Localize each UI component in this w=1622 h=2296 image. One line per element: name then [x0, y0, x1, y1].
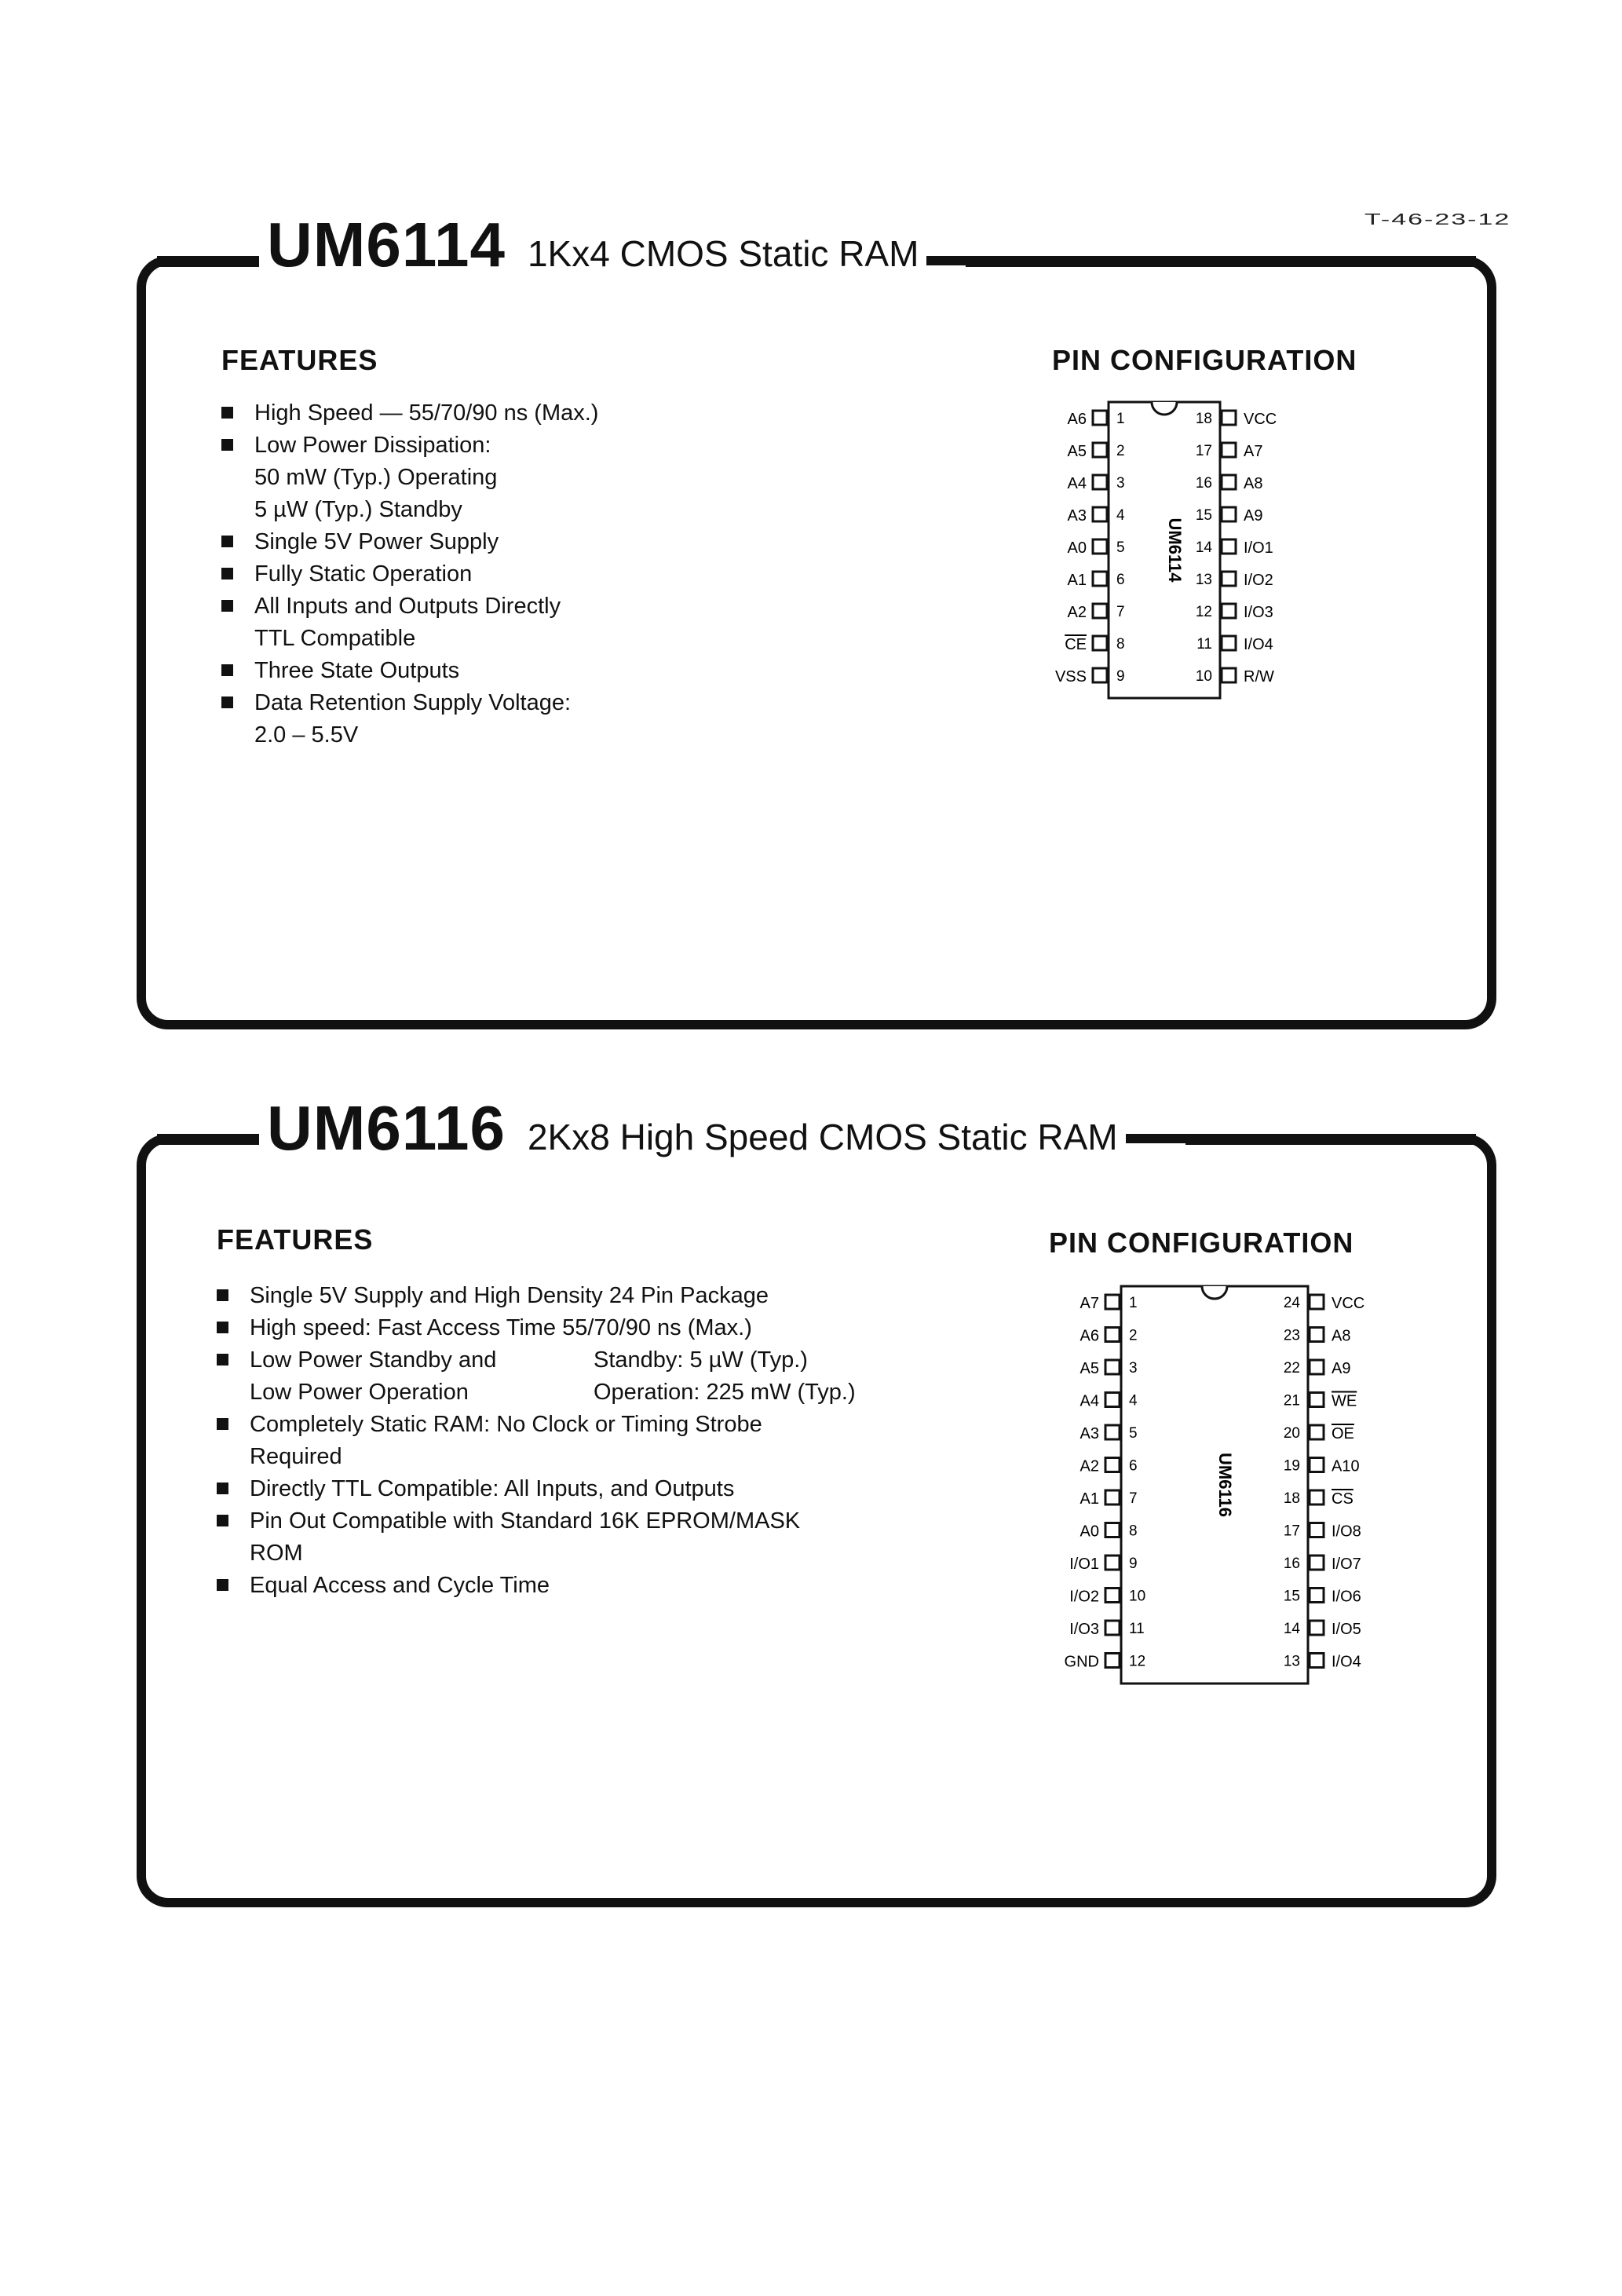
pin-number: 20 [1283, 1425, 1300, 1442]
bullet-icon [221, 407, 233, 419]
feature-text: Directly TTL Compatible: All Inputs, and Outputs [250, 1476, 735, 1501]
pin-name: R/W [1244, 668, 1274, 686]
pin-pad [1105, 1490, 1120, 1504]
pin-name: A3 [1067, 507, 1087, 525]
um6114-feature-item [221, 397, 598, 430]
feature-text: 2.0 – 5.5V [254, 722, 359, 748]
feature-text: ROM [250, 1541, 303, 1566]
feature-text: Single 5V Supply and High Density 24 Pin Package [250, 1283, 769, 1308]
um6116-feature-item [217, 1280, 856, 1312]
pin-pad [1093, 636, 1107, 650]
pin-pad [1222, 636, 1236, 650]
um6116-description: 2Kx8 High Speed CMOS Static RAM [527, 1117, 1118, 1157]
um6116-feature-item [217, 1409, 856, 1441]
um6114-feature-item [221, 462, 598, 494]
pin-pad [1105, 1328, 1120, 1342]
pin-name: A7 [1244, 443, 1263, 460]
feature-text: Data Retention Supply Voltage: [254, 690, 572, 715]
pin-name: A7 [1080, 1295, 1099, 1312]
pin-number: 2 [1129, 1327, 1138, 1344]
pin-number: 17 [1283, 1523, 1300, 1540]
um6114-features-heading: FEATURES [221, 344, 378, 376]
pin-pad [1093, 475, 1107, 489]
pin-number: 18 [1195, 411, 1212, 427]
um6116-part-number: UM6116 [267, 1093, 506, 1163]
pin-number: 12 [1129, 1653, 1146, 1670]
um6116-feature-item [217, 1473, 856, 1505]
feature-text: All Inputs and Outputs Directly [254, 594, 561, 619]
pin-name: A3 [1080, 1425, 1099, 1442]
um6114-title-rule-right [966, 256, 1476, 267]
pin-number: 22 [1283, 1360, 1300, 1377]
um6116-feature-item [217, 1344, 856, 1377]
feature-text: Single 5V Power Supply [254, 529, 499, 554]
pin-number: 16 [1283, 1556, 1300, 1572]
pin-pad [1105, 1654, 1120, 1668]
pin-pad [1310, 1523, 1324, 1537]
pin-name: I/O1 [1244, 539, 1273, 557]
bullet-icon [217, 1354, 228, 1366]
pin-pad [1222, 411, 1236, 425]
pin-number: 4 [1129, 1392, 1138, 1409]
feature-text: High speed: Fast Access Time 55/70/90 ns (Max.) [250, 1315, 752, 1340]
bullet-icon [217, 1289, 228, 1301]
pin-name: A2 [1080, 1457, 1099, 1475]
pin-pad [1105, 1393, 1120, 1407]
feature-text: Low Power Operation [250, 1380, 469, 1405]
bullet-icon [221, 568, 233, 579]
pin-pad [1310, 1328, 1324, 1342]
pin-number: 13 [1195, 572, 1212, 588]
um6114-title [259, 210, 926, 280]
pin-number: 6 [1116, 572, 1125, 588]
pin-pad [1093, 539, 1107, 554]
um6114-pin-diagram [1021, 393, 1319, 722]
pin-name: A6 [1080, 1327, 1099, 1345]
pin-pad [1310, 1295, 1324, 1309]
pin-name: A5 [1067, 443, 1087, 460]
um6116-feature-item [217, 1441, 856, 1473]
pin-number: 1 [1116, 411, 1125, 427]
pin-name: I/O4 [1244, 636, 1273, 653]
feature-text: Pin Out Compatible with Standard 16K EPROM/MASK [250, 1508, 801, 1534]
bullet-icon [221, 536, 233, 547]
bullet-icon [217, 1515, 228, 1526]
pin-name: A1 [1067, 572, 1087, 589]
um6114-features-list [221, 397, 598, 751]
pin-name: VCC [1332, 1295, 1365, 1312]
bullet-icon [217, 1579, 228, 1591]
pin-name: I/O8 [1332, 1523, 1361, 1541]
um6116-title-rule-left [157, 1134, 267, 1145]
um6114-feature-item [221, 526, 598, 558]
chip-label: UM6114 [1165, 517, 1185, 583]
pin-number: 15 [1195, 507, 1212, 524]
pin-pad [1310, 1458, 1324, 1472]
pin-pad [1222, 572, 1236, 586]
pin-number: 23 [1283, 1327, 1300, 1344]
pin-number: 9 [1116, 668, 1125, 685]
pin-name: A6 [1067, 411, 1087, 428]
um6116-feature-item [217, 1570, 856, 1602]
um6116-pin-heading: PIN CONFIGURATION [1049, 1227, 1354, 1259]
pin-number: 17 [1195, 443, 1212, 459]
pin-number: 4 [1116, 507, 1125, 524]
pin-pad [1222, 507, 1236, 521]
pin-number: 3 [1129, 1360, 1138, 1377]
pin-pad [1310, 1393, 1324, 1407]
pin-name: A8 [1244, 475, 1263, 492]
pin-name: CE [1065, 636, 1087, 653]
pin-name: A1 [1080, 1490, 1099, 1508]
pin-pad [1310, 1621, 1324, 1635]
feature-spec: Standby: 5 µW (Typ.) [594, 1347, 808, 1373]
pin-pad [1222, 443, 1236, 457]
um6116-title [259, 1093, 1126, 1163]
pin-pad [1093, 604, 1107, 618]
pin-name: I/O7 [1332, 1556, 1361, 1573]
pin-pad [1105, 1425, 1120, 1439]
pin-number: 15 [1283, 1588, 1300, 1605]
pin-pad [1310, 1360, 1324, 1374]
pin-name: A5 [1080, 1360, 1099, 1377]
feature-text: TTL Compatible [254, 626, 416, 651]
pin-pad [1093, 572, 1107, 586]
pin-pad [1310, 1654, 1324, 1668]
bullet-icon [221, 439, 233, 451]
pin-name: GND [1064, 1653, 1099, 1671]
pin-name: WE [1332, 1392, 1357, 1410]
um6114-part-number: UM6114 [267, 210, 506, 280]
um6116-features-heading: FEATURES [217, 1223, 374, 1256]
pin-name: A0 [1067, 539, 1087, 557]
feature-text: 50 mW (Typ.) Operating [254, 465, 498, 490]
bullet-icon [221, 600, 233, 612]
page-reference: T-46-23-12 [1364, 210, 1511, 229]
pin-number: 6 [1129, 1457, 1138, 1475]
pin-pad [1093, 443, 1107, 457]
pin-number: 8 [1129, 1523, 1138, 1540]
pin-name: I/O2 [1244, 572, 1273, 589]
um6116-pin-diagram [1021, 1274, 1366, 1713]
pin-name: CS [1332, 1490, 1353, 1508]
pin-pad [1222, 475, 1236, 489]
pin-pad [1093, 507, 1107, 521]
pin-name: A8 [1332, 1327, 1351, 1345]
feature-text: Required [250, 1444, 342, 1469]
um6114-feature-item [221, 558, 598, 590]
pin-number: 8 [1116, 636, 1125, 653]
pin-number: 2 [1116, 443, 1125, 459]
pin-pad [1310, 1425, 1324, 1439]
pin-pad [1310, 1556, 1324, 1570]
bullet-icon [217, 1322, 228, 1333]
pin-pad [1222, 668, 1236, 682]
chip-body [1121, 1286, 1308, 1684]
pin-number: 7 [1116, 604, 1125, 620]
um6114-description: 1Kx4 CMOS Static RAM [527, 233, 919, 274]
pin-number: 7 [1129, 1490, 1138, 1507]
um6116-feature-item [217, 1505, 856, 1537]
feature-text: Low Power Dissipation: [254, 433, 491, 458]
pin-number: 3 [1116, 475, 1125, 492]
pin-name: VSS [1054, 668, 1087, 686]
pin-pad [1310, 1490, 1324, 1504]
pin-name: I/O5 [1332, 1621, 1361, 1638]
bullet-icon [221, 696, 233, 708]
chip-label: UM6116 [1215, 1453, 1235, 1517]
pin-pad [1105, 1589, 1120, 1603]
pin-name: I/O1 [1069, 1556, 1099, 1573]
um6116-feature-item [217, 1537, 856, 1570]
um6116-features-list [217, 1280, 856, 1602]
pin-pad [1093, 411, 1107, 425]
pin-number: 10 [1129, 1588, 1146, 1605]
pin-name: A10 [1332, 1457, 1360, 1475]
pin-pad [1222, 539, 1236, 554]
pin-number: 18 [1283, 1490, 1300, 1507]
pin-name: I/O3 [1244, 604, 1273, 621]
pin-number: 14 [1195, 539, 1212, 556]
pin-number: 1 [1129, 1295, 1138, 1311]
pin-number: 16 [1195, 475, 1212, 492]
pin-number: 11 [1196, 636, 1212, 653]
bullet-icon [221, 664, 233, 676]
pin-number: 13 [1283, 1653, 1300, 1670]
um6116-feature-item [217, 1312, 856, 1344]
feature-text: Low Power Standby and [250, 1347, 497, 1373]
um6116-title-rule-right [1185, 1134, 1476, 1145]
pin-name: A4 [1067, 475, 1087, 492]
um6116-feature-item [217, 1377, 856, 1409]
pin-pad [1105, 1360, 1120, 1374]
pin-pad [1093, 668, 1107, 682]
pin-number: 5 [1116, 539, 1125, 556]
feature-spec: Operation: 225 mW (Typ.) [594, 1380, 856, 1405]
pin-name: A9 [1244, 507, 1263, 525]
pin-name: I/O3 [1069, 1621, 1099, 1638]
pin-name: A4 [1080, 1392, 1099, 1410]
feature-text: Equal Access and Cycle Time [250, 1573, 550, 1598]
pin-pad [1105, 1295, 1120, 1309]
pin-number: 9 [1129, 1556, 1138, 1572]
pin-pad [1105, 1556, 1120, 1570]
pin-number: 24 [1283, 1295, 1300, 1311]
pin-name: A0 [1080, 1523, 1099, 1541]
pin-pad [1105, 1621, 1120, 1635]
um6114-feature-item [221, 590, 598, 623]
pin-number: 14 [1283, 1621, 1300, 1637]
feature-text: 5 µW (Typ.) Standby [254, 497, 462, 522]
um6114-title-rule-left [157, 256, 275, 267]
um6114-pin-heading: PIN CONFIGURATION [1052, 344, 1357, 376]
um6114-feature-item [221, 430, 598, 462]
pin-pad [1310, 1589, 1324, 1603]
um6114-feature-item [221, 655, 598, 687]
pin-pad [1222, 604, 1236, 618]
pin-name: A9 [1332, 1360, 1351, 1377]
um6114-feature-item [221, 494, 598, 526]
pin-name: I/O2 [1069, 1588, 1099, 1606]
um6114-feature-item [221, 719, 598, 751]
pin-name: I/O4 [1332, 1653, 1361, 1671]
pin-number: 10 [1195, 668, 1212, 685]
pin-name: VCC [1244, 411, 1277, 428]
feature-text: Three State Outputs [254, 658, 460, 683]
pin-number: 12 [1195, 604, 1212, 620]
pin-number: 5 [1129, 1425, 1138, 1442]
feature-text: Completely Static RAM: No Clock or Timing Strobe [250, 1412, 762, 1437]
feature-text: High Speed — 55/70/90 ns (Max.) [254, 400, 599, 426]
bullet-icon [217, 1418, 228, 1430]
pin-name: A2 [1067, 604, 1087, 621]
pin-pad [1105, 1458, 1120, 1472]
um6114-feature-item [221, 623, 598, 655]
pin-name: OE [1332, 1425, 1354, 1442]
pin-number: 11 [1129, 1621, 1145, 1637]
pin-number: 21 [1283, 1392, 1300, 1409]
bullet-icon [217, 1483, 228, 1494]
pin-pad [1105, 1523, 1120, 1537]
pin-number: 19 [1283, 1457, 1300, 1475]
feature-text: Fully Static Operation [254, 561, 473, 587]
pin-name: I/O6 [1332, 1588, 1361, 1606]
um6114-feature-item [221, 687, 598, 719]
